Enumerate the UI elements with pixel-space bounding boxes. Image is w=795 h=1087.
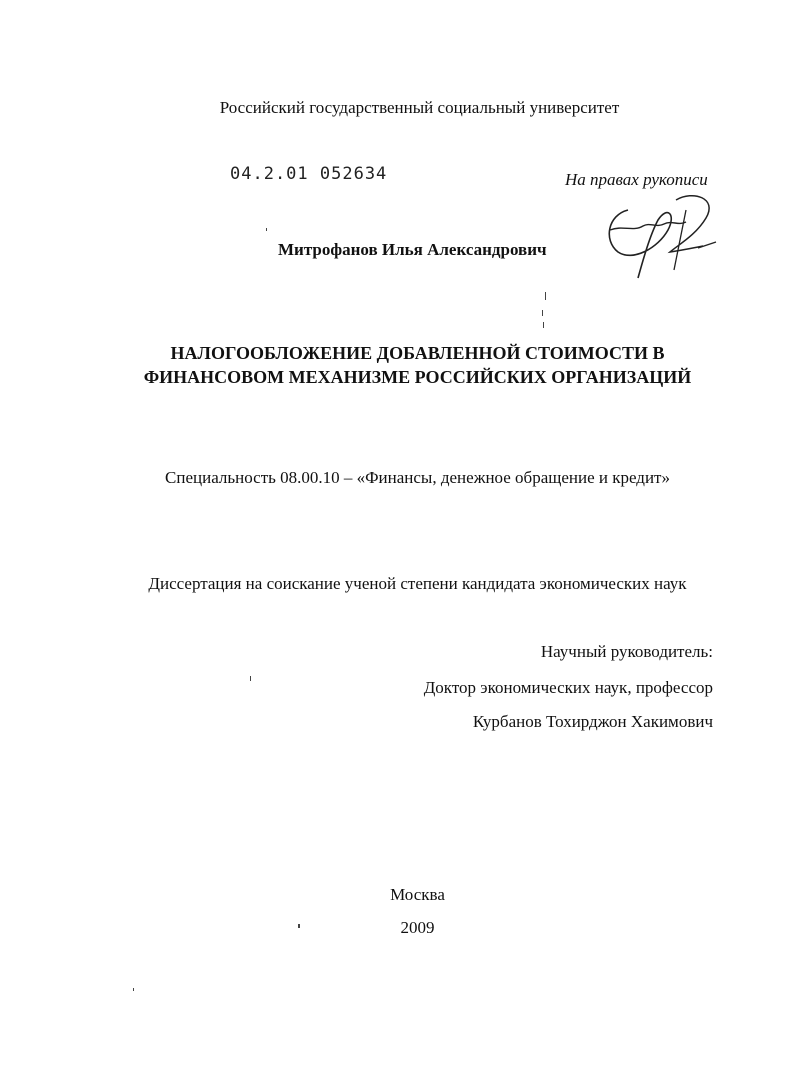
signature-icon <box>598 190 723 285</box>
title-line-2: ФИНАНСОВОМ МЕХАНИЗМЕ РОССИЙСКИХ ОРГАНИЗАЦИЙ <box>143 367 692 387</box>
year: 2009 <box>400 918 435 937</box>
supervisor-label: Научный руководитель: <box>540 642 713 661</box>
supervisor-degree: Доктор экономических наук, профессор <box>423 678 713 697</box>
scan-speck <box>133 988 134 991</box>
title-line-1: НАЛОГООБЛОЖЕНИЕ ДОБАВЛЕННОЙ СТОИМОСТИ В <box>170 343 665 363</box>
supervisor-name: Курбанов Тохирджон Хакимович <box>472 712 713 731</box>
dissertation-title <box>0 341 795 389</box>
scan-speck <box>543 322 544 328</box>
university-name: Российский государственный социальный университет <box>219 98 620 117</box>
rights-note: На правах рукописи <box>565 170 708 189</box>
scan-speck <box>298 924 300 928</box>
scan-speck <box>545 292 546 300</box>
city: Москва <box>390 885 445 904</box>
scan-speck <box>266 228 267 231</box>
dissertation-note: Диссертация на соискание ученой степени кандидата экономических наук <box>148 574 687 593</box>
specialty: Специальность 08.00.10 – «Финансы, денежное обращение и кредит» <box>165 468 670 487</box>
scan-speck <box>250 676 251 681</box>
scan-speck <box>542 310 543 316</box>
registration-number: 04.2.01 052634 <box>230 164 388 184</box>
author-name: Митрофанов Илья Александрович <box>278 240 547 259</box>
